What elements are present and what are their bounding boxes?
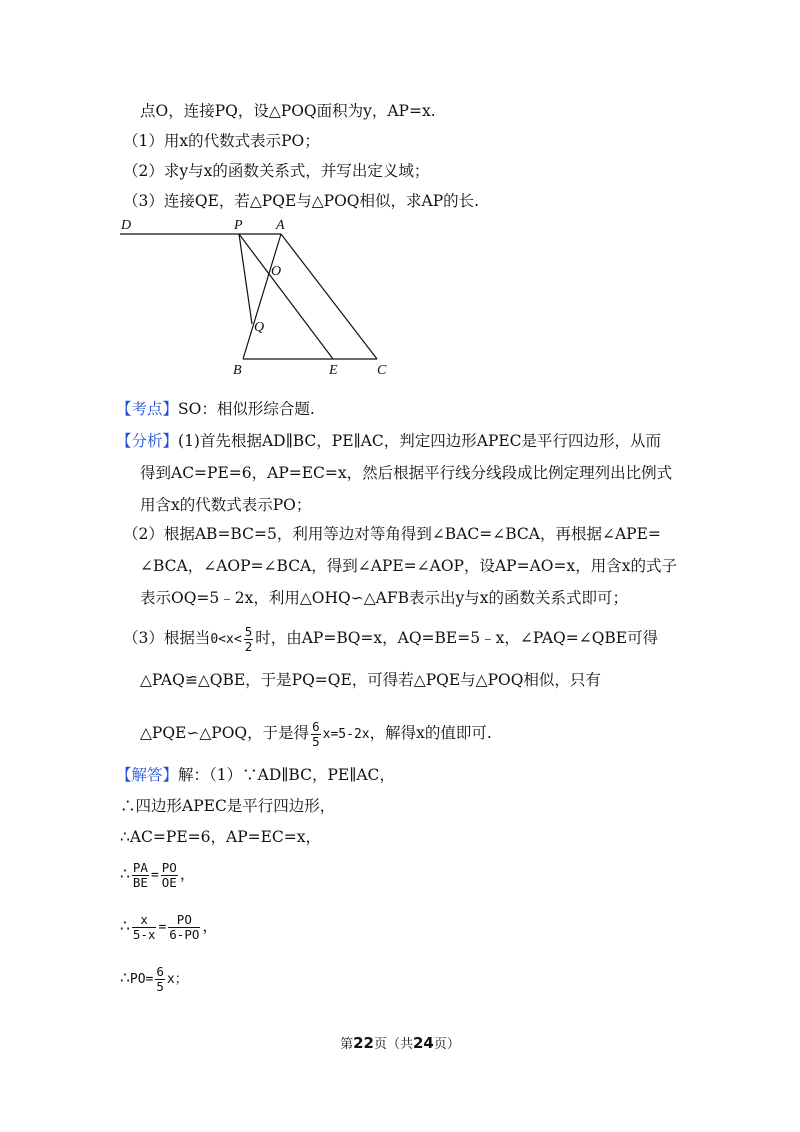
question-1: （1）用x的代数式表示PO； — [123, 132, 320, 150]
jieda-line-1: 解：（1）∵AD∥BC，PE∥AC， — [178, 766, 395, 784]
label-C: C — [377, 363, 387, 378]
segment-PE — [239, 234, 333, 359]
fraction-5-2 — [244, 625, 254, 654]
label-Q: Q — [254, 320, 265, 335]
label-E: E — [329, 363, 338, 378]
fenxi-line-9 — [140, 718, 492, 750]
fraction-denominator: 5 — [156, 978, 164, 994]
fraction-denominator: OE — [161, 874, 177, 890]
fraction-denominator: 5 — [312, 733, 320, 749]
kaodian-text: SO：相似形综合题. — [178, 400, 315, 418]
punctuation: ， — [202, 917, 218, 935]
kaodian-tag: 【考点】 — [116, 400, 179, 418]
punctuation: ， — [179, 865, 196, 883]
inequality: 0<x< — [210, 632, 242, 647]
fraction-po-oe — [161, 861, 178, 890]
fenxi-line-9-lead: △PQE∽△POQ，于是得 — [140, 724, 310, 742]
equation-row-2 — [120, 910, 218, 944]
therefore-symbol: ∴ — [120, 969, 130, 987]
fraction-numerator: x — [140, 911, 148, 927]
kaodian-row — [116, 398, 315, 420]
jieda-row-1 — [116, 764, 395, 786]
geometry-figure — [115, 212, 405, 382]
jieda-line-3: ∴AC=PE=6，AP=EC=x， — [120, 828, 322, 846]
fraction-numerator: PO — [176, 911, 192, 927]
segment-PQ — [239, 234, 252, 324]
variable-x: x； — [166, 972, 188, 987]
fraction-numerator: PA — [132, 859, 148, 875]
fenxi-line-2: 得到AC=PE=6，AP=EC=x，然后根据平行线分线段成比例定理列出比例式 — [140, 464, 673, 482]
equation-row-1 — [120, 858, 195, 892]
therefore-symbol: ∴ — [120, 917, 130, 935]
fenxi-line-7-rest: 时，由AP=BQ=x，AQ=BE=5﹣x，∠PAQ=∠QBE可得 — [255, 629, 659, 647]
problem-line-1: 点O，连接PQ，设△POQ面积为y，AP=x. — [140, 102, 436, 120]
fraction-denominator: 6-PO — [169, 926, 200, 942]
footer-post: 页） — [433, 1037, 460, 1052]
fraction-denominator: 2 — [244, 638, 253, 654]
fenxi-line-7-lead: （3）根据当 — [123, 629, 211, 647]
fraction-denominator: 5-x — [132, 926, 156, 942]
page-number: 22 — [353, 1034, 374, 1052]
fenxi-line-9-rest: ，解得x的值即可. — [369, 724, 492, 742]
jieda-tag: 【解答】 — [116, 766, 179, 784]
equals-sign: = — [158, 920, 167, 935]
fenxi-line-1: (1)首先根据AD∥BC，PE∥AC，判定四边形APEC是平行四边形，从而 — [178, 432, 662, 450]
fraction-pa-be — [132, 861, 149, 890]
label-O: O — [271, 264, 282, 279]
po-equals: PO= — [129, 972, 154, 987]
fraction-denominator: BE — [132, 874, 148, 890]
label-B: B — [233, 363, 242, 378]
fraction-numerator: 6 — [312, 718, 320, 734]
jieda-line-2: ∴四边形APEC是平行四边形， — [120, 797, 336, 815]
label-D: D — [121, 218, 132, 233]
segment-AB — [243, 234, 281, 359]
equation-row-3 — [120, 962, 188, 996]
fenxi-line-4: （2）根据AB=BC=5，利用等边对等角得到∠BAC=∠BCA，再根据∠APE= — [123, 525, 661, 543]
fenxi-line-3: 用含x的代数式表示PO； — [140, 496, 312, 514]
question-3: （3）连接QE，若△PQE与△POQ相似，求AP的长. — [123, 192, 480, 210]
fenxi-row-1 — [116, 430, 661, 452]
fenxi-line-6: 表示OQ=5﹣2x，利用△OHQ∽△AFB表示出y与x的函数关系式即可； — [140, 589, 628, 607]
fraction-x-5mx — [132, 913, 157, 942]
label-A: A — [276, 218, 285, 233]
equals-sign: = — [150, 868, 159, 883]
fenxi-line-5: ∠BCA，∠AOP=∠BCA，得到∠APE=∠AOP，设AP=AO=x，用含x的式子 — [140, 557, 677, 575]
fraction-6-5 — [155, 965, 165, 994]
footer-pre: 第 — [340, 1037, 354, 1052]
equation: x=5-2x — [322, 727, 370, 742]
fraction-numerator: 5 — [244, 623, 253, 639]
page-footer — [0, 1033, 800, 1052]
fenxi-line-8: △PAQ≌△QBE，于是PQ=QE，可得若△PQE与△POQ相似，只有 — [140, 671, 601, 689]
footer-mid: 页（共 — [373, 1037, 413, 1052]
fraction-po-6mpo — [168, 913, 200, 942]
fenxi-line-7 — [123, 624, 658, 654]
fraction-numerator: PO — [161, 859, 177, 875]
fenxi-tag: 【分析】 — [116, 432, 179, 450]
fraction-6-5 — [311, 720, 321, 749]
segment-AC — [281, 234, 377, 359]
total-pages: 24 — [413, 1034, 434, 1052]
question-2: （2）求y与x的函数关系式，并写出定义域； — [123, 162, 430, 180]
therefore-symbol: ∴ — [120, 865, 130, 883]
label-P: P — [234, 218, 243, 233]
fraction-numerator: 6 — [156, 963, 164, 979]
